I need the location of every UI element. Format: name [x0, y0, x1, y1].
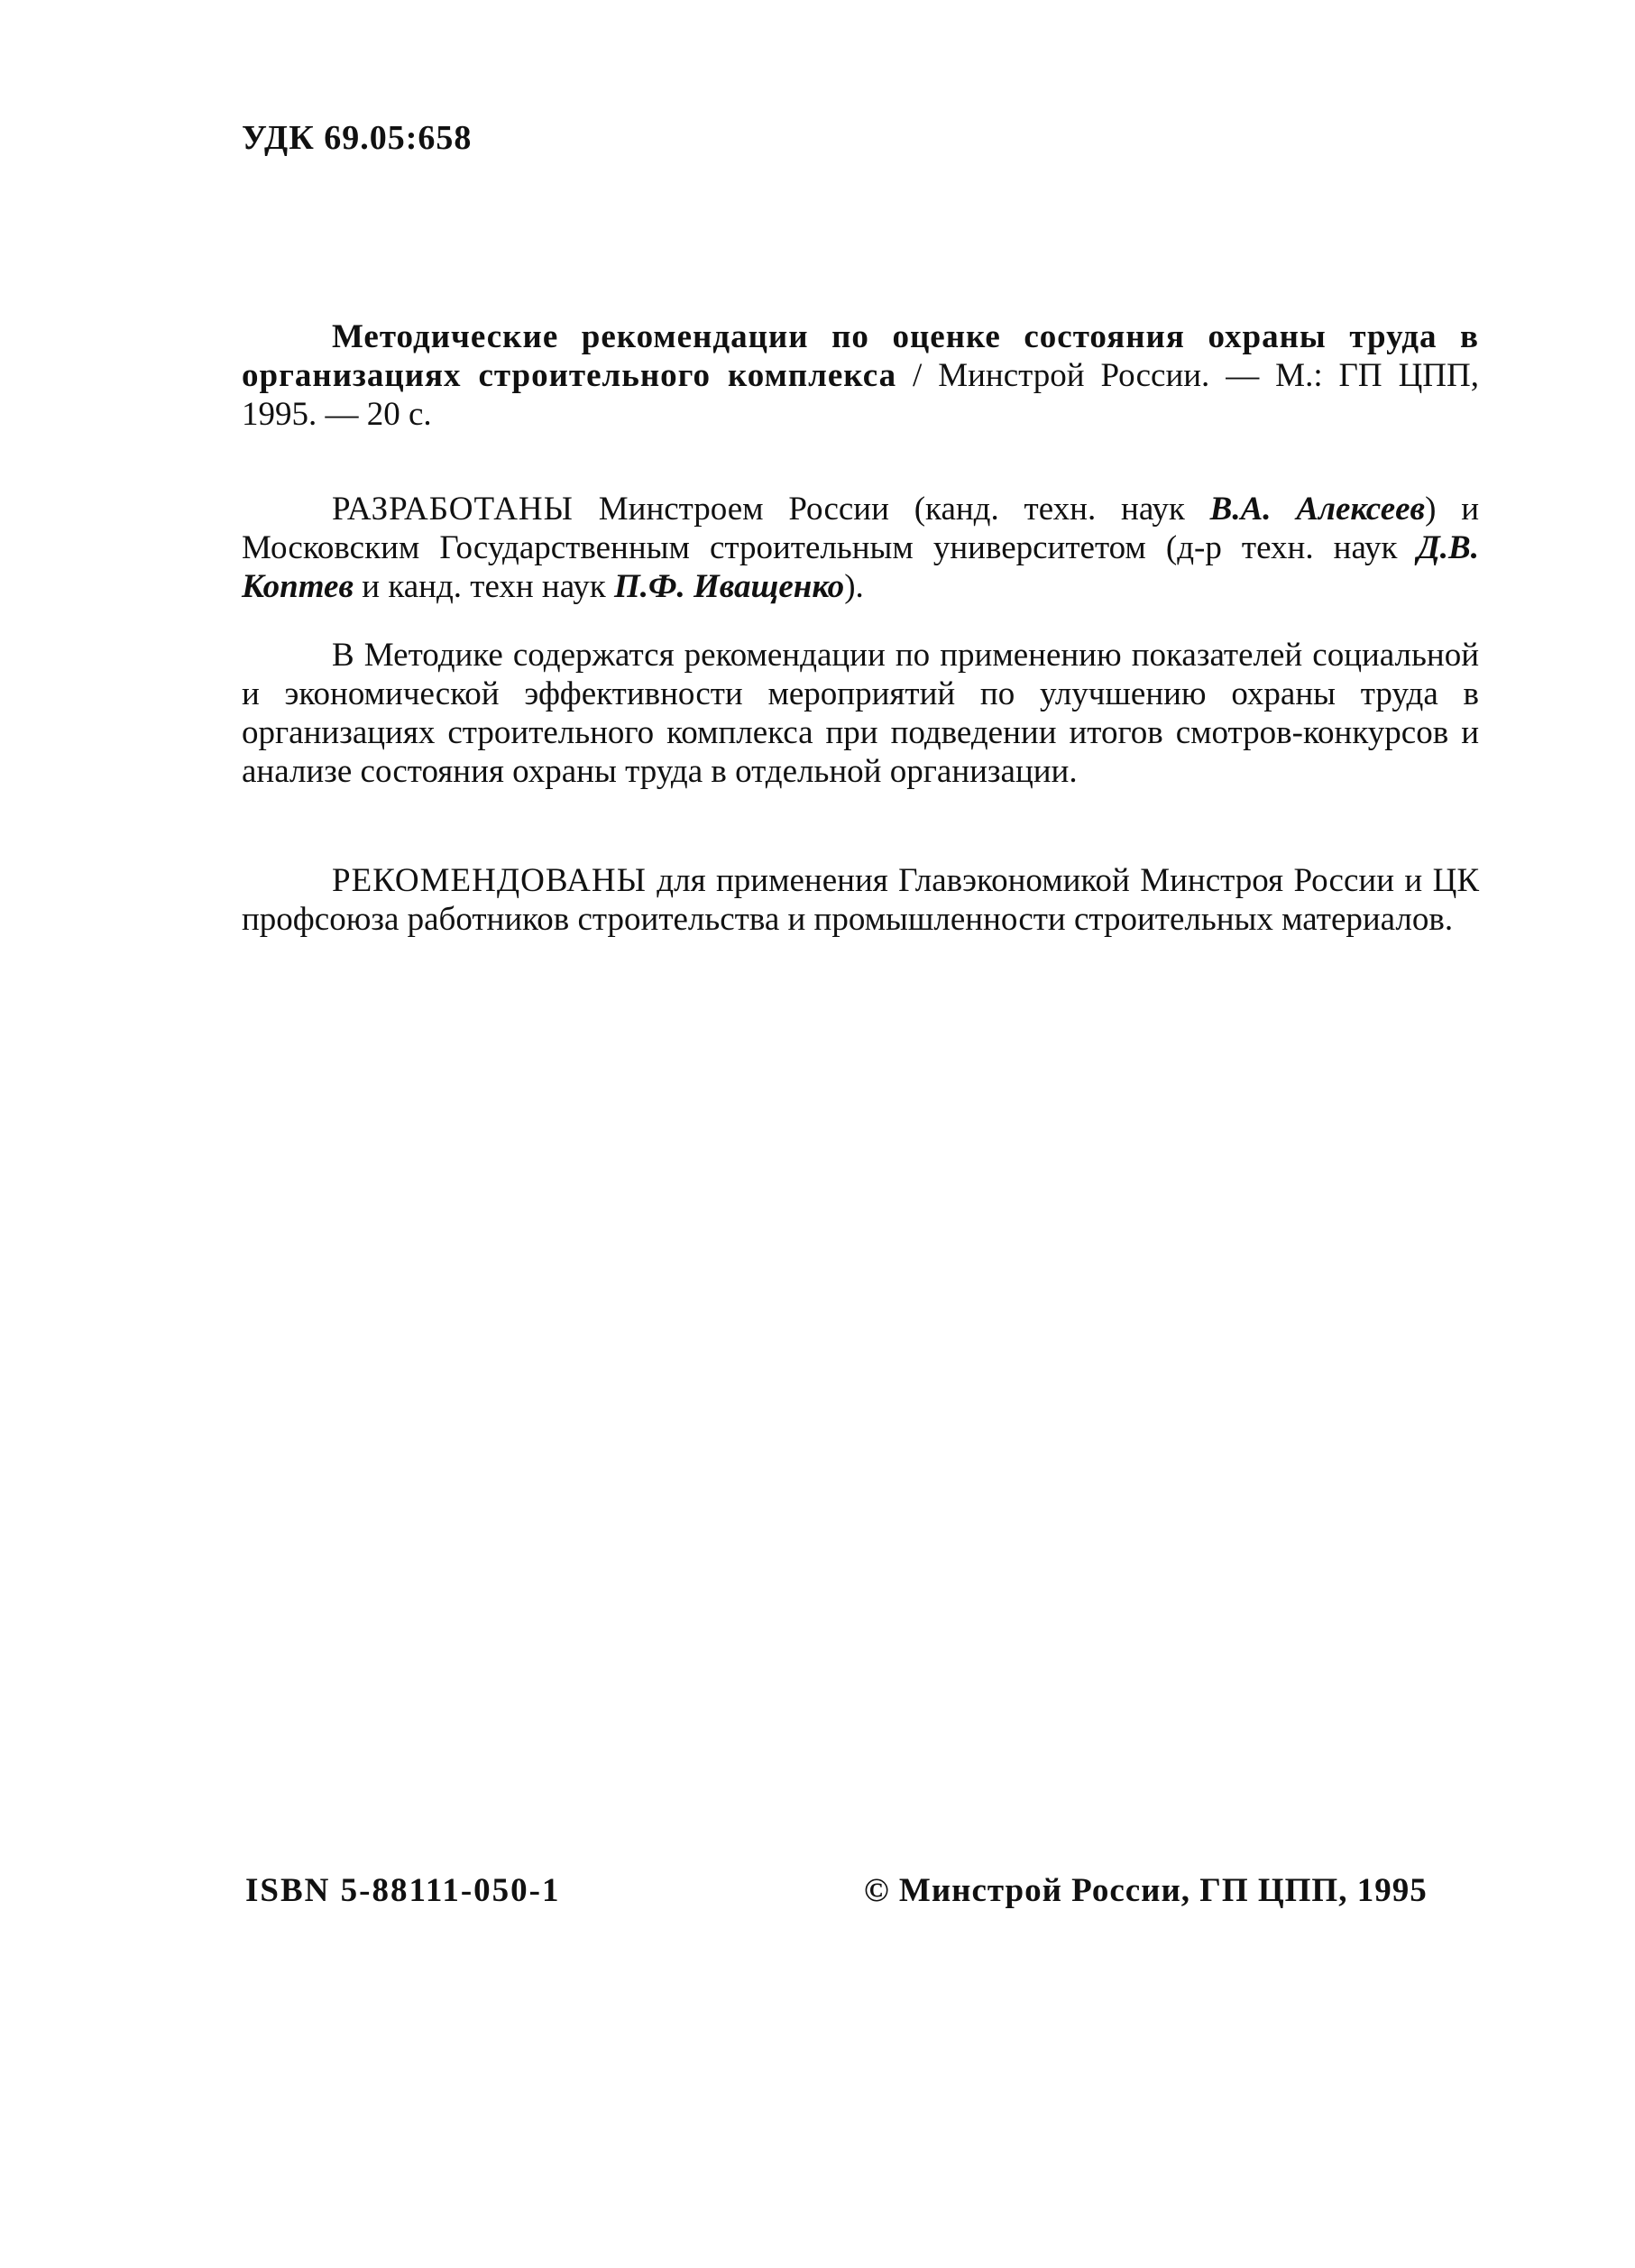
recommended-text: для применения Главэкономикой Минстроя России и ЦК профсоюза работников строительства и промышленности строительных материалов.: [242, 862, 1479, 938]
author-name-1: В.А. Алексеев: [1209, 491, 1426, 528]
developers-text-4: ).: [844, 568, 864, 605]
publication-title: Методические рекомендации по оценке состояния охраны труда в организациях строительного комплекса: [242, 318, 1479, 394]
bibliographic-description: [242, 317, 1479, 434]
udk-code: УДК 69.05:658: [242, 119, 473, 157]
recommended-lead: РЕКОМЕНДОВАНЫ: [332, 862, 647, 899]
developers-paragraph: [242, 490, 1479, 606]
developers-text-1: Минстроем России (канд. техн. наук: [573, 491, 1210, 528]
description-text: В Методике содержатся рекомендации по применению показателей социальной и экономической эффективности мероприятий по улучшению охраны труда в организациях строительного комплекса при подведении итогов смотров-конкурсов и анализе состояния охраны труда в отдельной организации.: [242, 637, 1479, 790]
author-name-2: Д.В. Коптев: [242, 529, 1479, 605]
copyright-notice: © Минстрой России, ГП ЦПП, 1995: [864, 1872, 1428, 1909]
developers-text-2: ) и Московским Государственным строительным университетом (д-р техн. наук: [242, 491, 1480, 566]
description-paragraph: [242, 636, 1479, 791]
isbn: ISBN 5-88111-050-1: [245, 1872, 561, 1909]
developers-lead: РАЗРАБОТАНЫ: [332, 491, 574, 528]
developers-text-3: и канд. техн наук: [354, 568, 615, 605]
author-name-3: П.Ф. Иващенко: [614, 568, 845, 605]
recommended-paragraph: [242, 861, 1479, 939]
publication-imprint: / Минстрой России. — М.: ГП ЦПП, 1995. — 20 с.: [242, 357, 1479, 433]
